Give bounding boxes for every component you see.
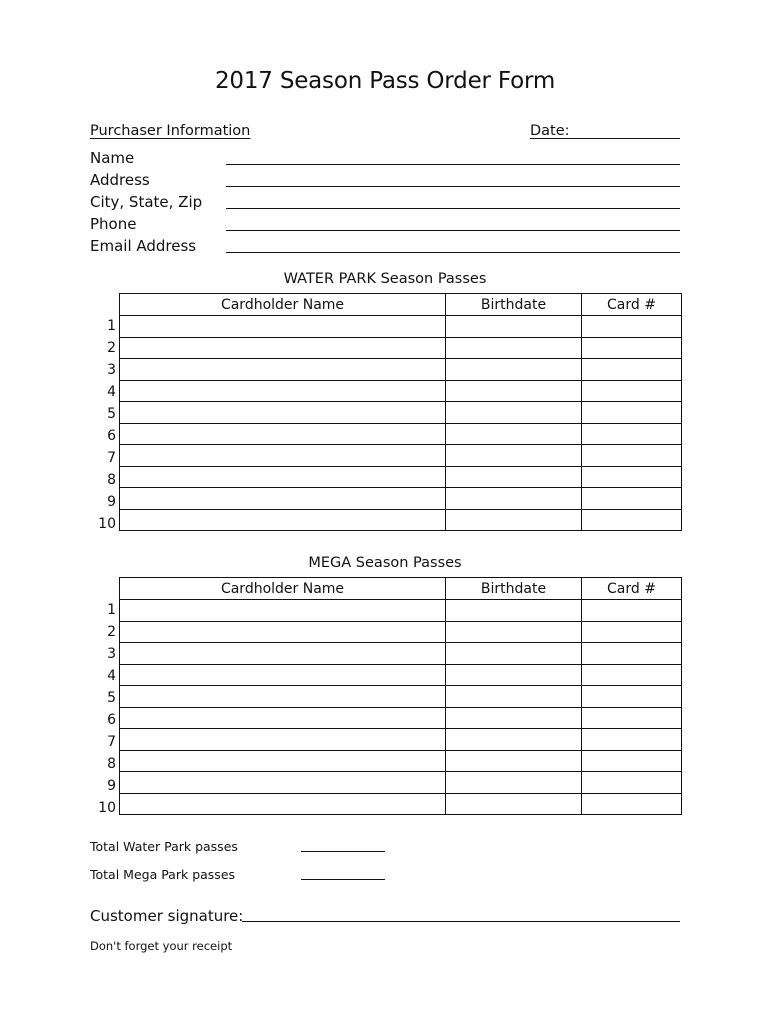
card-number-cell[interactable] (582, 772, 682, 794)
cardholder-name-cell[interactable] (120, 707, 446, 729)
card-number-cell[interactable] (582, 600, 682, 622)
total-mega-park-field[interactable] (301, 879, 385, 880)
birthdate-cell[interactable] (446, 664, 582, 686)
water-park-row-numbers (88, 315, 116, 535)
address-field[interactable] (226, 186, 680, 187)
customer-signature-field[interactable] (242, 921, 680, 922)
purchaser-info-heading: Purchaser Information (90, 123, 251, 139)
card-number-cell[interactable] (582, 793, 682, 815)
table-header-row (120, 294, 682, 316)
table-row (120, 509, 682, 531)
cardholder-name-cell[interactable] (120, 423, 446, 445)
row-number: 4 (107, 384, 116, 400)
total-water-park-label: Total Water Park passes (90, 839, 238, 854)
row-number: 10 (98, 516, 116, 532)
table-row (120, 600, 682, 622)
card-number-cell[interactable] (582, 750, 682, 772)
cardholder-name-cell[interactable] (120, 664, 446, 686)
name-field[interactable] (226, 164, 680, 165)
row-number: 5 (107, 690, 116, 706)
cardholder-name-cell[interactable] (120, 772, 446, 794)
birthdate-cell[interactable] (446, 793, 582, 815)
cardholder-name-cell[interactable] (120, 445, 446, 467)
email-field[interactable] (226, 252, 680, 253)
table-row (120, 337, 682, 359)
cardholder-name-cell[interactable] (120, 402, 446, 424)
row-number: 1 (107, 602, 116, 618)
table-row (120, 793, 682, 815)
card-number-cell[interactable] (582, 729, 682, 751)
birthdate-cell[interactable] (446, 707, 582, 729)
cardholder-name-cell[interactable] (120, 793, 446, 815)
table-row (120, 643, 682, 665)
row-number: 9 (107, 778, 116, 794)
birthdate-header: Birthdate (446, 578, 582, 600)
birthdate-cell[interactable] (446, 686, 582, 708)
form-title: 2017 Season Pass Order Form (214, 68, 556, 94)
card-number-cell[interactable] (582, 707, 682, 729)
cardholder-name-cell[interactable] (120, 621, 446, 643)
total-mega-park-label: Total Mega Park passes (90, 867, 236, 882)
row-number: 8 (107, 756, 116, 772)
birthdate-cell[interactable] (446, 359, 582, 381)
cardholder-name-cell[interactable] (120, 750, 446, 772)
phone-label: Phone (90, 215, 137, 233)
card-number-cell[interactable] (582, 445, 682, 467)
card-number-cell[interactable] (582, 643, 682, 665)
customer-signature-label: Customer signature: (90, 907, 244, 925)
table-row (120, 750, 682, 772)
table-row (120, 664, 682, 686)
row-number: 5 (107, 406, 116, 422)
table-row (120, 729, 682, 751)
row-number: 3 (107, 362, 116, 378)
birthdate-cell[interactable] (446, 423, 582, 445)
table-row (120, 402, 682, 424)
card-number-cell[interactable] (582, 488, 682, 510)
cardholder-name-cell[interactable] (120, 686, 446, 708)
table-row (120, 466, 682, 488)
receipt-note: Don't forget your receipt (90, 939, 233, 953)
cardholder-name-header: Cardholder Name (120, 294, 446, 316)
birthdate-header: Birthdate (446, 294, 582, 316)
cardholder-name-cell[interactable] (120, 359, 446, 381)
table-row (120, 488, 682, 510)
water-park-title: WATER PARK Season Passes (283, 271, 487, 287)
card-number-header: Card # (582, 578, 682, 600)
card-number-cell[interactable] (582, 664, 682, 686)
address-label: Address (90, 171, 150, 189)
birthdate-cell[interactable] (446, 621, 582, 643)
card-number-cell[interactable] (582, 466, 682, 488)
birthdate-cell[interactable] (446, 337, 582, 359)
cardholder-name-cell[interactable] (120, 380, 446, 402)
cardholder-name-cell[interactable] (120, 466, 446, 488)
table-row (120, 316, 682, 338)
cardholder-name-cell[interactable] (120, 643, 446, 665)
table-row (120, 686, 682, 708)
birthdate-cell[interactable] (446, 488, 582, 510)
birthdate-cell[interactable] (446, 316, 582, 338)
table-row (120, 445, 682, 467)
mega-table (119, 577, 682, 815)
row-number: 2 (107, 340, 116, 356)
name-label: Name (90, 149, 135, 167)
birthdate-cell[interactable] (446, 729, 582, 751)
card-number-header: Card # (582, 294, 682, 316)
card-number-cell[interactable] (582, 380, 682, 402)
date-field[interactable] (573, 138, 680, 139)
table-row (120, 359, 682, 381)
card-number-cell[interactable] (582, 686, 682, 708)
birthdate-cell[interactable] (446, 750, 582, 772)
table-row (120, 772, 682, 794)
cardholder-name-cell[interactable] (120, 316, 446, 338)
row-number: 4 (107, 668, 116, 684)
birthdate-cell[interactable] (446, 466, 582, 488)
birthdate-cell[interactable] (446, 509, 582, 531)
date-label: Date: (530, 123, 570, 139)
row-number: 7 (107, 450, 116, 466)
cardholder-name-header: Cardholder Name (120, 578, 446, 600)
table-header-row (120, 578, 682, 600)
birthdate-cell[interactable] (446, 772, 582, 794)
cardholder-name-cell[interactable] (120, 337, 446, 359)
cardholder-name-cell[interactable] (120, 488, 446, 510)
card-number-cell[interactable] (582, 423, 682, 445)
row-number: 6 (107, 712, 116, 728)
row-number: 9 (107, 494, 116, 510)
row-number: 8 (107, 472, 116, 488)
birthdate-cell[interactable] (446, 643, 582, 665)
card-number-cell[interactable] (582, 359, 682, 381)
row-number: 10 (98, 800, 116, 816)
total-water-park-field[interactable] (301, 851, 385, 852)
water-park-table (119, 293, 682, 531)
mega-row-numbers (88, 599, 116, 819)
card-number-cell[interactable] (582, 621, 682, 643)
row-number: 2 (107, 624, 116, 640)
row-number: 3 (107, 646, 116, 662)
birthdate-cell[interactable] (446, 600, 582, 622)
table-row (120, 380, 682, 402)
card-number-cell[interactable] (582, 509, 682, 531)
table-row (120, 423, 682, 445)
card-number-cell[interactable] (582, 337, 682, 359)
cardholder-name-cell[interactable] (120, 509, 446, 531)
birthdate-cell[interactable] (446, 402, 582, 424)
birthdate-cell[interactable] (446, 380, 582, 402)
city-state-zip-field[interactable] (226, 208, 680, 209)
birthdate-cell[interactable] (446, 445, 582, 467)
email-label: Email Address (90, 237, 197, 255)
row-number: 1 (107, 318, 116, 334)
card-number-cell[interactable] (582, 316, 682, 338)
row-number: 7 (107, 734, 116, 750)
cardholder-name-cell[interactable] (120, 600, 446, 622)
phone-field[interactable] (226, 230, 680, 231)
table-row (120, 707, 682, 729)
row-number: 6 (107, 428, 116, 444)
cardholder-name-cell[interactable] (120, 729, 446, 751)
card-number-cell[interactable] (582, 402, 682, 424)
table-row (120, 621, 682, 643)
city-state-zip-label: City, State, Zip (90, 193, 203, 211)
mega-title: MEGA Season Passes (308, 555, 462, 571)
